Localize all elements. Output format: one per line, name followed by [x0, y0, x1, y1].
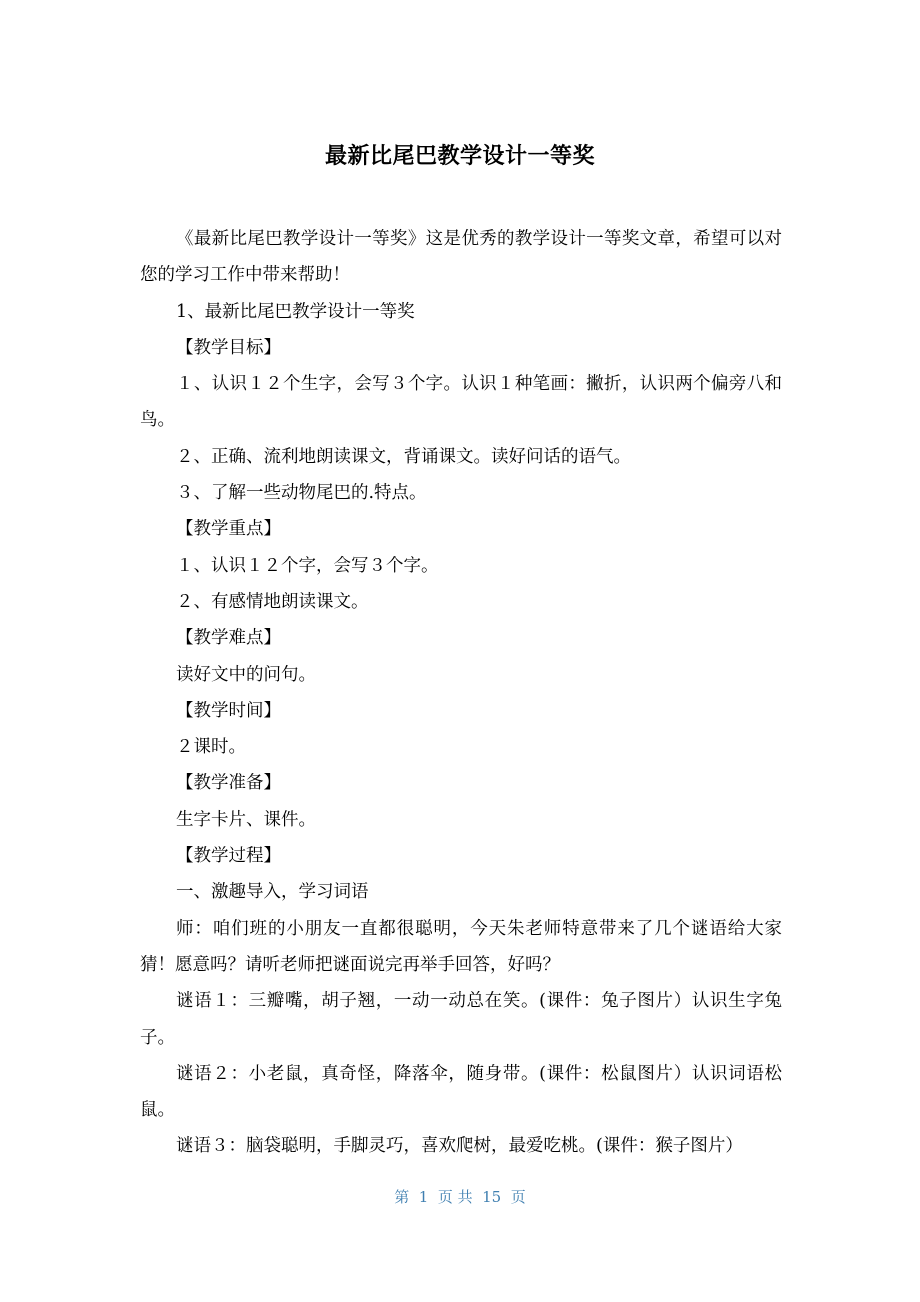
key-point-item: ２、有感情地朗读课文。 — [176, 591, 369, 612]
heading-difficulties: 【教学难点】 — [176, 628, 281, 649]
riddle-item: 谜语３：脑袋聪明，手脚灵巧，喜欢爬树，最爱吃桃。(课件：猴子图片） — [176, 1136, 743, 1157]
heading-key-points: 【教学重点】 — [176, 519, 281, 540]
teaching-time-text: ２课时。 — [176, 737, 246, 758]
heading-process: 【教学过程】 — [176, 846, 281, 867]
intro-paragraph: 《最新比尾巴教学设计一等奖》这是优秀的教学设计一等奖文章，希望可以对您的学习工作中带来帮助！ — [140, 229, 782, 286]
preparation-text: 生字卡片、课件。 — [176, 809, 316, 830]
goal-item: ２、正确、流利地朗读课文，背诵课文。读好问话的语气。 — [176, 446, 631, 467]
document-title: 最新比尾巴教学设计一等奖 — [324, 144, 595, 169]
heading-preparation: 【教学准备】 — [176, 773, 281, 794]
heading-teaching-goals: 【教学目标】 — [176, 337, 281, 358]
section-heading: 1、最新比尾巴教学设计一等奖 — [176, 301, 415, 322]
riddle-item: 谜语１：三瓣嘴，胡子翘，一动一动总在笑。(课件：兔子图片）认识生字兔子。 — [140, 991, 782, 1048]
heading-teaching-time: 【教学时间】 — [176, 700, 281, 721]
teacher-dialogue: 师：咱们班的小朋友一直都很聪明，今天朱老师特意带来了几个谜语给大家猜！愿意吗？请听老师把谜面说完再举手回答，好吗？ — [140, 918, 782, 975]
goal-item: ３、了解一些动物尾巴的.特点。 — [176, 483, 427, 504]
difficulty-text: 读好文中的问句。 — [176, 664, 316, 685]
goal-item: １、认识１２个生字，会写３个字。认识１种笔画：撇折，认识两个偏旁八和鸟。 — [140, 374, 782, 431]
riddle-item: 谜语２：小老鼠，真奇怪，降落伞，随身带。(课件：松鼠图片）认识词语松鼠。 — [140, 1063, 782, 1121]
key-point-item: １、认识１２个字，会写３个字。 — [176, 555, 439, 576]
page-number-footer: 第 1 页 共 15 页 — [394, 1188, 526, 1206]
process-step-heading: 一、激趣导入，学习词语 — [176, 882, 369, 903]
document-body — [140, 221, 782, 1165]
